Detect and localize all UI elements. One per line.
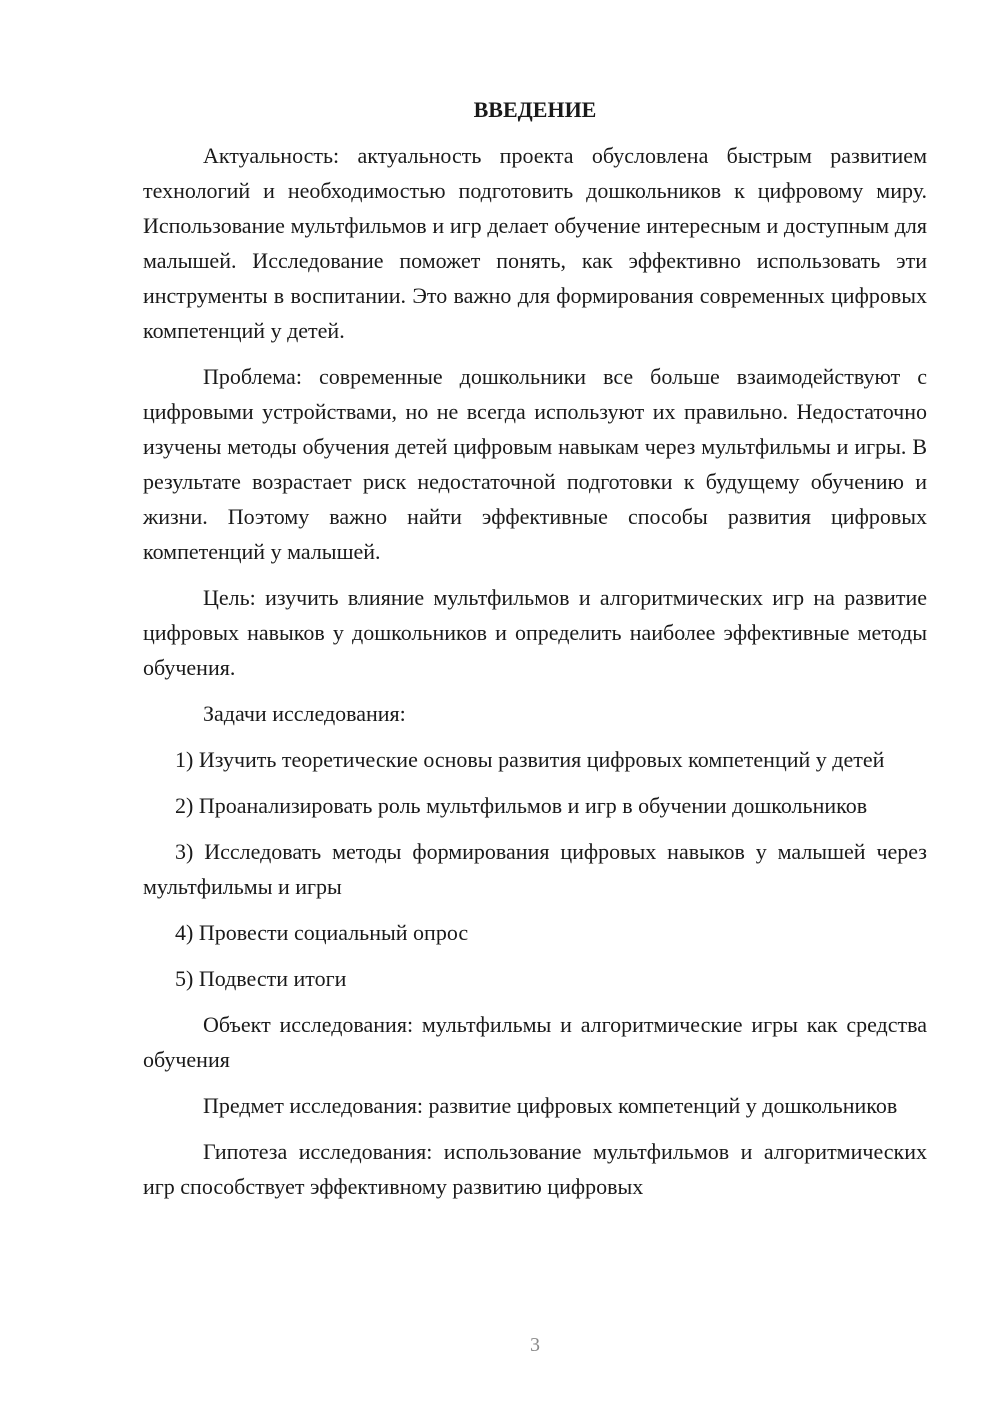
object-paragraph: Объект исследования: мультфильмы и алгоритмические игры как средства обучения	[143, 1012, 927, 1072]
page-content	[143, 92, 927, 1215]
subject-paragraph: Предмет исследования: развитие цифровых компетенций у дошкольников	[203, 1093, 898, 1118]
task-item: 1) Изучить теоретические основы развития цифровых компетенций у детей	[175, 747, 885, 772]
task-item: 2) Проанализировать роль мультфильмов и игр в обучении дошкольников	[175, 793, 868, 818]
task-item: 4) Провести социальный опрос	[175, 920, 469, 945]
section-heading: ВВЕДЕНИЕ	[473, 97, 597, 122]
page-number: 3	[530, 1334, 540, 1356]
tasks-title: Задачи исследования:	[203, 701, 406, 726]
problem-paragraph: Проблема: современные дошкольники все больше взаимодействуют с цифровыми устройствами, но не всегда используют их правильно. Недостаточно изучены методы обучения детей цифровым навыкам через мультфильмы и игры. В результате возрастает риск недостаточной подготовки к будущему обучению и жизни. Поэтому важно найти эффективные способы развития цифровых компетенций у малышей.	[143, 364, 927, 564]
hypothesis-paragraph: Гипотеза исследования: использование мультфильмов и алгоритмических игр способствует эффективному развитию цифровых	[143, 1139, 927, 1199]
goal-paragraph: Цель: изучить влияние мультфильмов и алгоритмических игр на развитие цифровых навыков у дошкольников и определить наиболее эффективные методы обучения.	[143, 585, 927, 680]
relevance-paragraph: Актуальность: актуальность проекта обусловлена быстрым развитием технологий и необходимостью подготовить дошкольников к цифровому миру. Использование мультфильмов и игр делает обучение интересным и доступным для малышей. Исследование поможет понять, как эффективно использовать эти инструменты в воспитании. Это важно для формирования современных цифровых компетенций у детей.	[143, 143, 927, 343]
task-item: 3) Исследовать методы формирования цифровых навыков у малышей через мультфильмы и игры	[143, 839, 927, 899]
task-item: 5) Подвести итоги	[175, 966, 347, 991]
